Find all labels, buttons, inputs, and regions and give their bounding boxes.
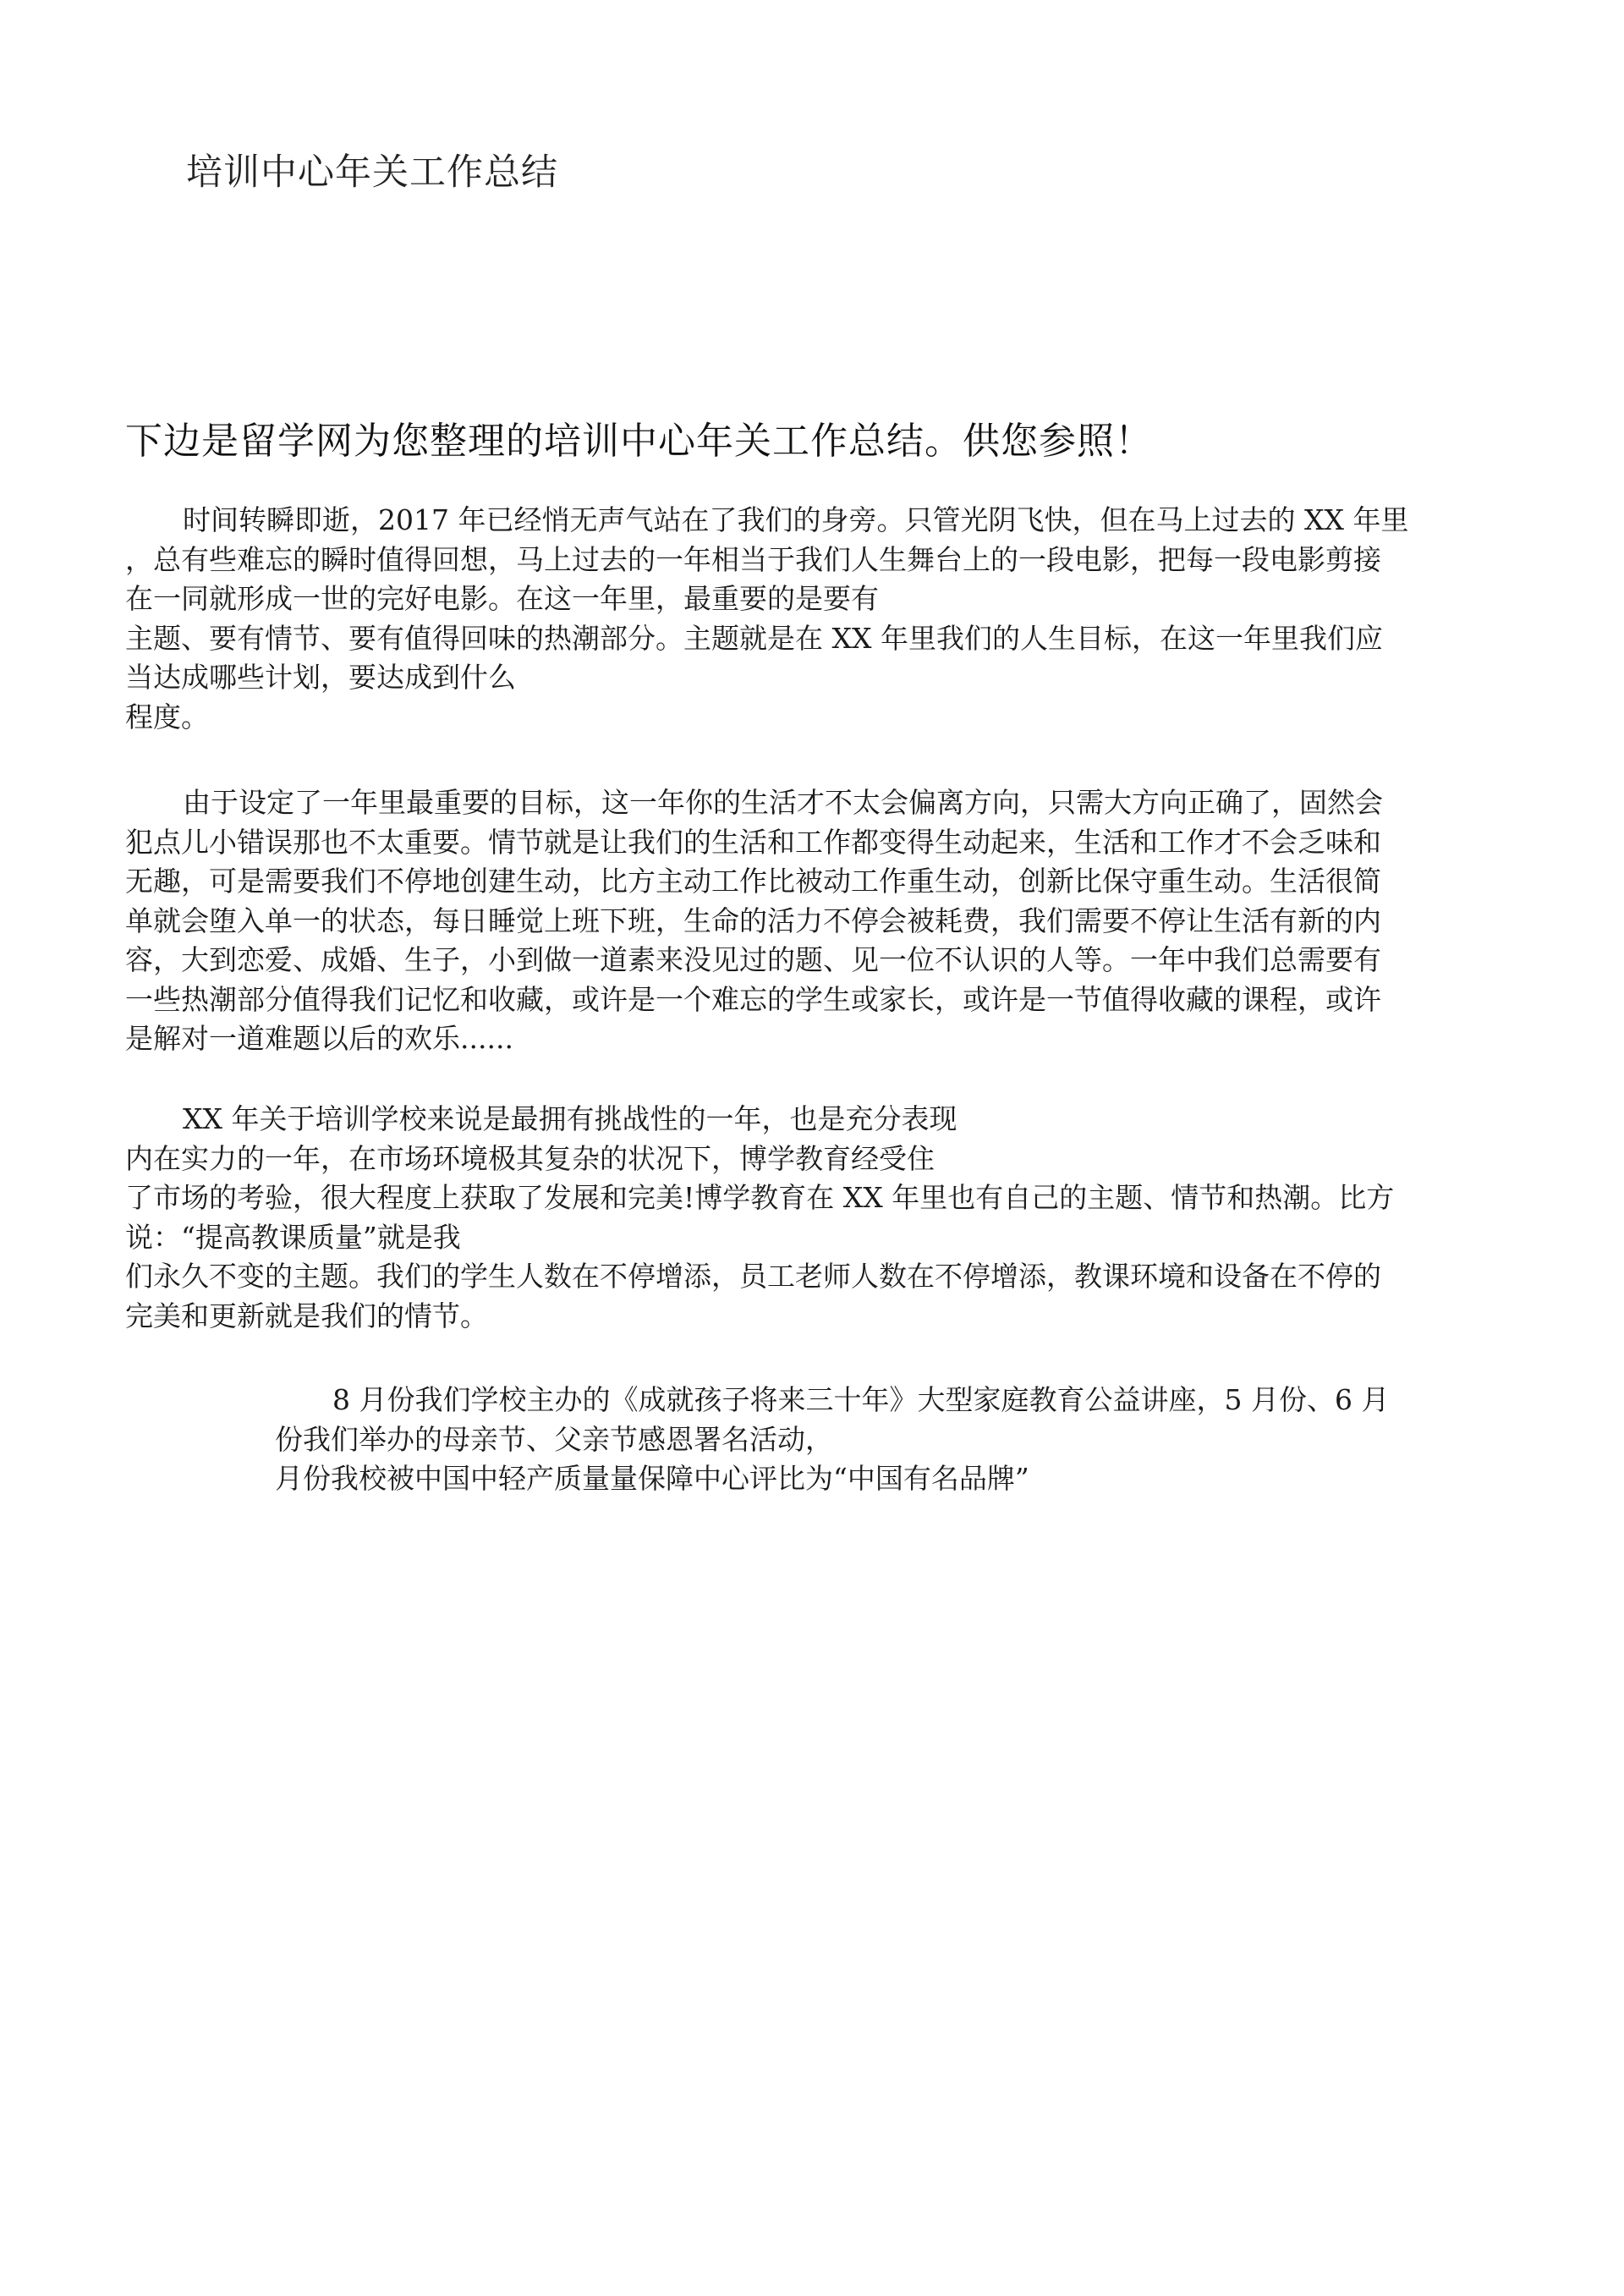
paragraph-line: 了市场的考验，很大程度上获取了发展和完美!博学教育在 XX 年里也有自己的主题、情节和热潮。比方 — [125, 1181, 1395, 1214]
paragraph-line: 8 月份我们学校主办的《成就孩子将来三十年》大型家庭教育公益讲座，5 月份、6 月 — [332, 1383, 1390, 1416]
paragraph-line: XX 年关于培训学校来说是最拥有挑战性的一年，也是充分表现 — [183, 1102, 957, 1135]
paragraph-line: 当达成哪些计划，要达成到什么 — [125, 661, 516, 694]
paragraph-line: 们永久不变的主题。我们的学生人数在不停增添，员工老师人数在不停增添，教课环境和设备在不停的 — [125, 1260, 1381, 1293]
intro-heading: 下边是留学网为您整理的培训中心年关工作总结。供您参照！ — [125, 420, 1153, 463]
paragraph-line: ，总有些难忘的瞬时值得回想，马上过去的一年相当于我们人生舞台上的一段电影，把每一段电影剪接 — [125, 542, 1381, 576]
paragraph-line: 内在实力的一年，在市场环境极其复杂的状况下，博学教育经受住 — [125, 1141, 935, 1175]
paragraph-line: 犯点儿小错误那也不太重要。情节就是让我们的生活和工作都变得生动起来，生活和工作才不会乏味和 — [125, 825, 1381, 859]
paragraph-line: 单就会堕入单一的状态，每日睡觉上班下班，生命的活力不停会被耗费，我们需要不停让生活有新的内 — [125, 904, 1381, 937]
paragraph-4 — [275, 1381, 1518, 1499]
paragraph-line: 主题、要有情节、要有值得回味的热潮部分。主题就是在 XX 年里我们的人生目标，在这一年里我们应 — [125, 621, 1383, 655]
document-title: 培训中心年关工作总结 — [186, 151, 558, 194]
paragraph-line: 容，大到恋爱、成婚、生子，小到做一道素来没见过的题、见一位不认识的人等。一年中我们总需要有 — [125, 943, 1381, 976]
paragraph-1 — [125, 501, 1508, 737]
paragraph-line: 份我们举办的母亲节、父亲节感恩署名活动， — [275, 1422, 833, 1456]
paragraph-line: 无趣，可是需要我们不停地创建生动，比方主动工作比被动工作重生动，创新比保守重生动。生活很简 — [125, 865, 1381, 898]
paragraph-line: 是解对一道难题以后的欢乐...... — [125, 1022, 513, 1055]
paragraph-2 — [125, 783, 1508, 1059]
paragraph-line: 完美和更新就是我们的情节。 — [125, 1299, 488, 1332]
paragraph-line: 由于设定了一年里最重要的目标，这一年你的生活才不太会偏离方向，只需大方向正确了，固然会 — [183, 786, 1383, 819]
paragraph-line: 一些热潮部分值得我们记忆和收藏，或许是一个难忘的学生或家长，或许是一节值得收藏的课程，或许 — [125, 982, 1381, 1016]
paragraph-line: 月份我校被中国中轻产质量量保障中心评比为“中国有名品牌” — [275, 1462, 1029, 1495]
paragraph-3 — [125, 1100, 1508, 1336]
paragraph-line: 程度。 — [125, 700, 209, 733]
paragraph-line: 在一同就形成一世的完好电影。在这一年里，最重要的是要有 — [125, 582, 879, 615]
paragraph-line: 说：“提高教课质量”就是我 — [125, 1220, 461, 1254]
paragraph-line: 时间转瞬即逝，2017 年已经悄无声气站在了我们的身旁。只管光阴飞快，但在马上过去的 XX 年里 — [183, 503, 1409, 536]
